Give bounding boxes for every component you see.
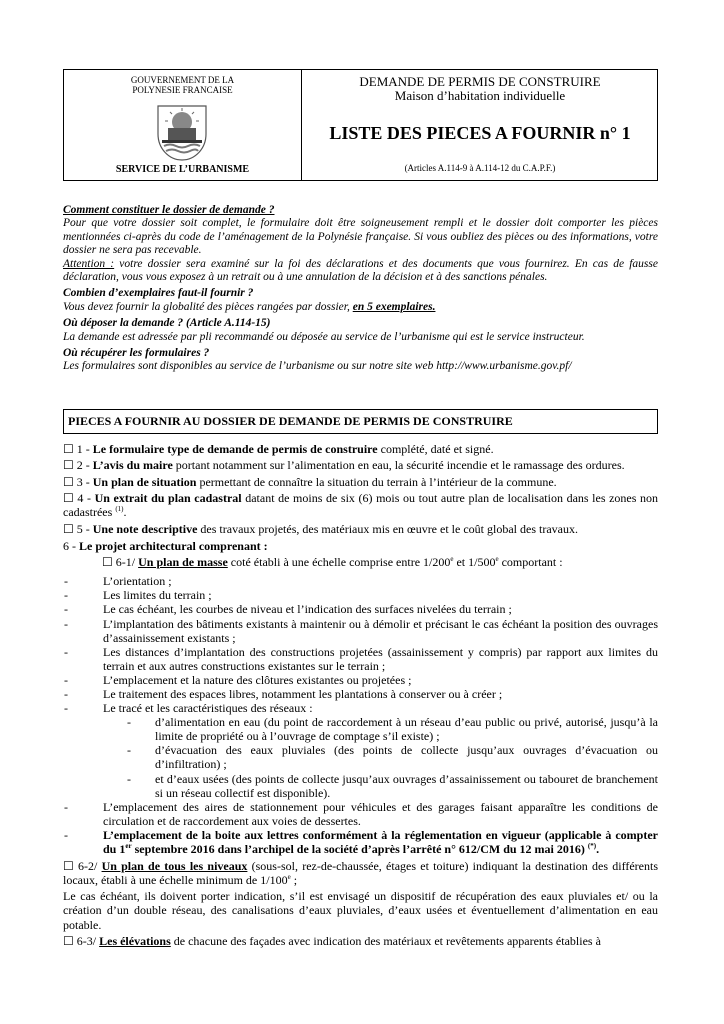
header-box bbox=[63, 69, 658, 181]
question-forms: Où récupérer les formulaires ? bbox=[63, 347, 210, 360]
section-title: PIECES A FOURNIR AU DOSSIER DE DEMANDE DE PERMIS DE CONSTRUIRE bbox=[63, 409, 658, 434]
answer-deposit: La demande est adressée par pli recommandé ou déposée au service de l’urbanisme qui est le service instructeur. bbox=[63, 330, 585, 343]
question-deposit: Où déposer la demande ? (Article A.114-15) bbox=[63, 317, 271, 330]
list-item: - L’emplacement des aires de stationnement pour véhicules et des garages faisant apparaître les conditions de circulation et de raccordement aux voies de dessertes. bbox=[64, 799, 658, 828]
list-item: - et d’eaux usées (des points de collecte jusqu’aux ouvrages d’assainissement ou tabouret de branchement si un réseau collectif est disponible). bbox=[127, 771, 658, 800]
checkbox[interactable]: ☐ bbox=[63, 491, 74, 506]
checkbox[interactable]: ☐ bbox=[63, 458, 74, 473]
government-name: GOUVERNEMENT DE LA POLYNESIE FRANCAISE bbox=[130, 75, 235, 95]
list-item: - d’évacuation des eaux pluviales (des points de collecte jusqu’aux ouvrages d’évacuation ou d’infiltration) ; bbox=[127, 743, 658, 772]
checkbox[interactable]: ☐ bbox=[63, 474, 74, 489]
answer-copies: Vous devez fournir la globalité des pièces rangées par dossier, en 5 exemplaires. bbox=[63, 300, 436, 313]
checkbox[interactable]: ☐ bbox=[63, 934, 74, 949]
question-constitute: Comment constituer le dossier de demande ? bbox=[63, 204, 275, 216]
polynesia-emblem-icon bbox=[156, 104, 208, 162]
intro-section bbox=[63, 204, 658, 374]
answer-forms: Les formulaires sont disponibles au service de l’urbanisme ou sur notre site web http://www.urbanisme.gov.pf/ bbox=[63, 360, 572, 373]
header-left bbox=[64, 70, 302, 180]
pieces-list bbox=[63, 439, 658, 948]
note-paragraph: Le cas échéant, ils doivent porter indication, s’il est envisagé un dispositif de récupération des eaux pluviales et/ ou la création d’un double réseau, des canalisations d’eaux pluviales, d’eaux usées et éventuellement d’alimentation en eau potable. bbox=[63, 889, 658, 932]
list-item: - Le cas échéant, les courbes de niveau et l’indication des surfaces nivelées du terrain ; bbox=[64, 602, 512, 617]
form-subtype: Maison d’habitation individuelle bbox=[394, 88, 566, 103]
list-item: - Le traitement des espaces libres, notamment les plantations à conserver ou à créer ; bbox=[64, 687, 503, 701]
list-item: ☐ 4 - Un extrait du plan cadastral datant de moins de six (6) mois ou tout autre plan de localisation dans les zones non cadastrées $^{(1)}$. bbox=[63, 491, 658, 520]
legal-references: (Articles A.114-9 à A.114-12 du C.A.P.F.) bbox=[404, 163, 556, 173]
copies-count: en 5 exemplaires. bbox=[352, 300, 436, 313]
checkbox[interactable]: ☐ bbox=[63, 441, 74, 456]
list-item: - Les limites du terrain ; bbox=[64, 588, 212, 603]
list-item: ☐ 3 - Un plan de situation permettant de connaître la situation du terrain à l’intérieur de la commune. bbox=[63, 474, 557, 489]
list-item: - Le tracé et les caractéristiques des réseaux : bbox=[64, 701, 313, 716]
document-title: LISTE DES PIECES A FOURNIR n° 1 bbox=[329, 123, 631, 143]
list-item: ☐ 6-3/ Les élévations de chacune des façades avec indication des matériaux et revêtements apparents établies à bbox=[63, 934, 601, 949]
list-item: ☐ 5 - Une note descriptive des travaux projetés, des matériaux mis en œuvre et le coût global des travaux. bbox=[63, 521, 578, 536]
attention-label: Attention : bbox=[63, 257, 115, 270]
list-item: - L’emplacement et la nature des clôtures existantes ou projetées ; bbox=[64, 672, 412, 687]
question-copies: Combien d’exemplaires faut-il fournir ? bbox=[63, 287, 254, 300]
header-right bbox=[302, 70, 658, 180]
checkbox[interactable]: ☐ bbox=[63, 858, 74, 873]
list-item: ☐ 2 - L’avis du maire portant notamment sur l’alimentation en eau, la sécurité incendie et le ramassage des ordures. bbox=[63, 458, 625, 473]
answer-constitute: Pour que votre dossier soit complet, le formulaire doit être soigneusement rempli et le dossier doit comporter les pièces mentionnées ci-après du code de l’aménagement de la Polynésie française. Si vous oubliez des pièces ou des informations, votre dossier ne sera pas recevable. bbox=[63, 217, 658, 257]
list-item: - L’orientation ; bbox=[64, 574, 172, 589]
list-item: ☐ 6-1/ Un plan de masse coté établi à une échelle comprise entre 1/200e et 1/500e comportant : bbox=[102, 555, 563, 570]
list-item: 6 - Le projet architectural comprenant : bbox=[63, 538, 268, 553]
list-item: ☐ 6-2/ Un plan de tous les niveaux (sous-sol, rez-de-chaussée, étages et toiture) indiquant la destination des différents locaux, établi à une échelle minimum de 1/100e ; bbox=[63, 858, 658, 887]
checkbox[interactable]: ☐ bbox=[63, 521, 74, 536]
list-item: - L’emplacement de la boite aux lettres conformément à la réglementation en vigueur (applicable à compter du 1er septembre 2016 dans l’archipel de la société d’après l’arrêté n° 612/CM du 12 mai 2016) (*). bbox=[64, 827, 658, 857]
list-item: ☐ 1 - Le formulaire type de demande de permis de construire complété, daté et signé. bbox=[63, 441, 494, 456]
list-item: - L’implantation des bâtiments existants à maintenir ou à démolir et précisant le cas échéant la position des ouvrages d’assainissement existants ; bbox=[64, 616, 658, 645]
service-name: SERVICE DE L’URBANISME bbox=[115, 164, 250, 175]
list-item: - d’alimentation en eau (du point de raccordement à un réseau d’eau public ou privé, autorisé, jusqu’à la limite de propriété ou à l’ouvrage de comptage s’il existe) ; bbox=[127, 715, 658, 744]
attention-paragraph: Attention : votre dossier sera examiné sur la foi des déclarations et des documents que vous fournirez. En cas de fausse déclaration, vous vous exposez à un retrait ou à une annulation de la décision et à des sanctions pénales. bbox=[63, 257, 658, 284]
form-type: DEMANDE DE PERMIS DE CONSTRUIRE bbox=[359, 74, 601, 89]
checkbox[interactable]: ☐ bbox=[102, 555, 113, 570]
list-item: - Les distances d’implantation des constructions projetées (assainissement y compris) par rapport aux limites du terrain et aux autres constructions existantes sur le terrain ; bbox=[64, 644, 658, 673]
